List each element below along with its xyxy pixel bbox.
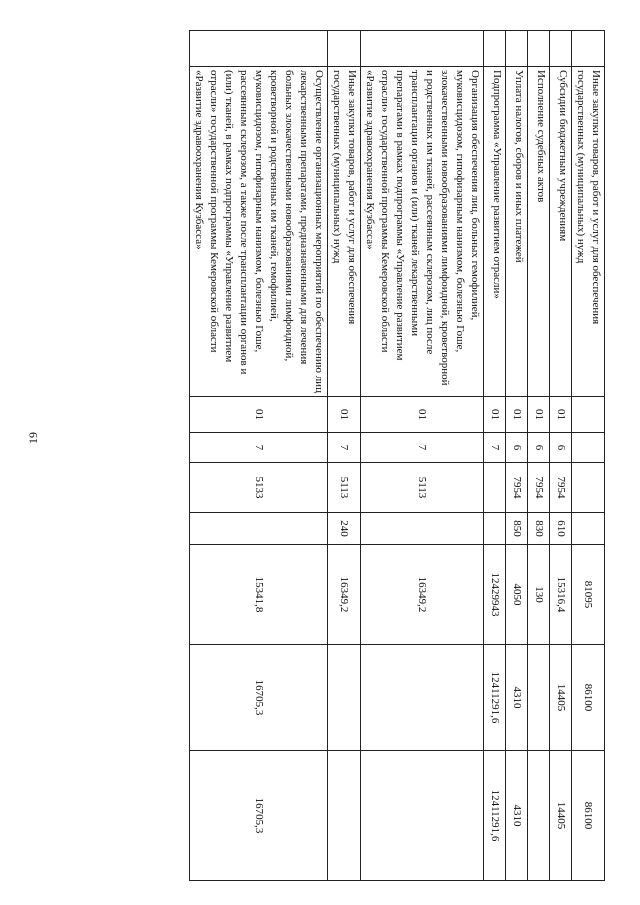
row-value-cell bbox=[361, 513, 484, 545]
row-value-cell bbox=[484, 463, 506, 513]
row-value-cell: 130 bbox=[528, 545, 550, 645]
budget-table bbox=[189, 30, 605, 881]
table-row bbox=[528, 31, 550, 881]
row-spacer-cell bbox=[328, 31, 361, 67]
table-row bbox=[572, 31, 605, 881]
row-value-cell bbox=[190, 513, 328, 545]
row-spacer-cell bbox=[484, 31, 506, 67]
row-value-cell: 01 bbox=[190, 397, 328, 433]
row-value-cell bbox=[528, 645, 550, 751]
row-value-cell bbox=[572, 463, 605, 513]
row-value-cell: 5133 bbox=[190, 463, 328, 513]
row-value-cell: 01 bbox=[506, 397, 528, 433]
row-spacer-cell bbox=[550, 31, 572, 67]
row-spacer-cell bbox=[190, 31, 328, 67]
row-value-cell bbox=[528, 751, 550, 881]
row-value-cell bbox=[361, 751, 484, 881]
table-row bbox=[328, 31, 361, 881]
row-value-cell: 7954 bbox=[506, 463, 528, 513]
row-value-cell: 610 bbox=[550, 513, 572, 545]
row-value-cell: 5113 bbox=[328, 463, 361, 513]
row-name-cell: Исполнение судебных актов bbox=[528, 67, 550, 397]
table-row bbox=[506, 31, 528, 881]
row-value-cell: 7 bbox=[190, 433, 328, 463]
row-spacer-cell bbox=[528, 31, 550, 67]
row-value-cell: 16705,3 bbox=[190, 645, 328, 751]
row-name-cell: Иные закупки товаров, работ и услуг для обеспечения государственных (муниципальных) нужд bbox=[572, 67, 605, 397]
row-value-cell: 86100 bbox=[572, 645, 605, 751]
row-value-cell: 01 bbox=[550, 397, 572, 433]
row-value-cell: 15341,8 bbox=[190, 545, 328, 645]
row-value-cell: 86100 bbox=[572, 751, 605, 881]
row-value-cell: 240 bbox=[328, 513, 361, 545]
row-name-cell: Организация обеспечения лиц, больных гемофилией, муковисцидозом, гипофизарным нанизмом, болезнью Гоше, злокачественными новообразованиями лимфоидной, кроветворной и родственных им тканей, рассеянным склерозом, лиц после трансплантации органов и (или) тканей лекарственными препаратами в рамках подпрограммы «Управление развитием отрасли» государственной программы Кемеровской области «Развитие здравоохранения Кузбасса» bbox=[361, 67, 484, 397]
row-value-cell: 81095 bbox=[572, 545, 605, 645]
row-value-cell: 7954 bbox=[550, 463, 572, 513]
row-value-cell: 16349,2 bbox=[361, 545, 484, 645]
row-value-cell: 15316,4 bbox=[550, 545, 572, 645]
row-value-cell: 01 bbox=[484, 397, 506, 433]
row-value-cell: 16349,2 bbox=[328, 545, 361, 645]
row-value-cell: 12411291,6 bbox=[484, 645, 506, 751]
row-value-cell: 14405 bbox=[550, 751, 572, 881]
row-spacer-cell bbox=[361, 31, 484, 67]
row-value-cell: 12429943 bbox=[484, 545, 506, 645]
row-value-cell: 6 bbox=[550, 433, 572, 463]
row-value-cell: 7 bbox=[328, 433, 361, 463]
row-value-cell: 7 bbox=[361, 433, 484, 463]
row-value-cell: 4310 bbox=[506, 645, 528, 751]
table-row bbox=[361, 31, 484, 881]
table-row bbox=[484, 31, 506, 881]
row-value-cell: 12411291,6 bbox=[484, 751, 506, 881]
row-name-cell: Подпрограмма «Управление развитием отрасли» bbox=[484, 67, 506, 397]
row-value-cell: 850 bbox=[506, 513, 528, 545]
row-value-cell bbox=[328, 645, 361, 751]
table-row bbox=[550, 31, 572, 881]
row-value-cell: 830 bbox=[528, 513, 550, 545]
row-value-cell: 01 bbox=[528, 397, 550, 433]
row-value-cell: 6 bbox=[506, 433, 528, 463]
budget-table-rotated bbox=[50, 30, 605, 880]
page-number: 19 bbox=[26, 432, 40, 444]
row-name-cell: Осуществление организационных мероприятий по обеспечению лиц лекарственными препаратами, предназначенными для лечения больных злокачественными новообразованиями лимфоидной, кроветворной и родственных им тканей, гемофилией, муковисцидозом, гипофизарным нанизмом, болезнью Гоше, рассеянным склерозом, а также после трансплантации органов и (или) тканей, в рамках подпрограммы «Управление развитием отрасли» государственной программы Кемеровской области «Развитие здравоохранения Кузбасса» bbox=[190, 67, 328, 397]
row-spacer-cell bbox=[506, 31, 528, 67]
row-value-cell bbox=[572, 433, 605, 463]
row-name-cell: Иные закупки товаров, работ и услуг для обеспечения государственных (муниципальных) нужд bbox=[328, 67, 361, 397]
row-value-cell: 16705,3 bbox=[190, 751, 328, 881]
row-value-cell: 4050 bbox=[506, 545, 528, 645]
table-row bbox=[190, 31, 328, 881]
row-value-cell: 6 bbox=[528, 433, 550, 463]
row-name-cell: Субсидии бюджетным учреждениям bbox=[550, 67, 572, 397]
row-value-cell: 4310 bbox=[506, 751, 528, 881]
row-value-cell: 01 bbox=[328, 397, 361, 433]
row-name-cell: Уплата налогов, сборов и иных платежей bbox=[506, 67, 528, 397]
row-value-cell: 7 bbox=[484, 433, 506, 463]
row-value-cell: 14405 bbox=[550, 645, 572, 751]
row-value-cell bbox=[484, 513, 506, 545]
row-value-cell: 7954 bbox=[528, 463, 550, 513]
row-value-cell: 5113 bbox=[361, 463, 484, 513]
row-value-cell bbox=[328, 751, 361, 881]
row-value-cell: 01 bbox=[361, 397, 484, 433]
row-spacer-cell bbox=[572, 31, 605, 67]
row-value-cell bbox=[361, 645, 484, 751]
row-value-cell bbox=[572, 397, 605, 433]
row-value-cell bbox=[572, 513, 605, 545]
